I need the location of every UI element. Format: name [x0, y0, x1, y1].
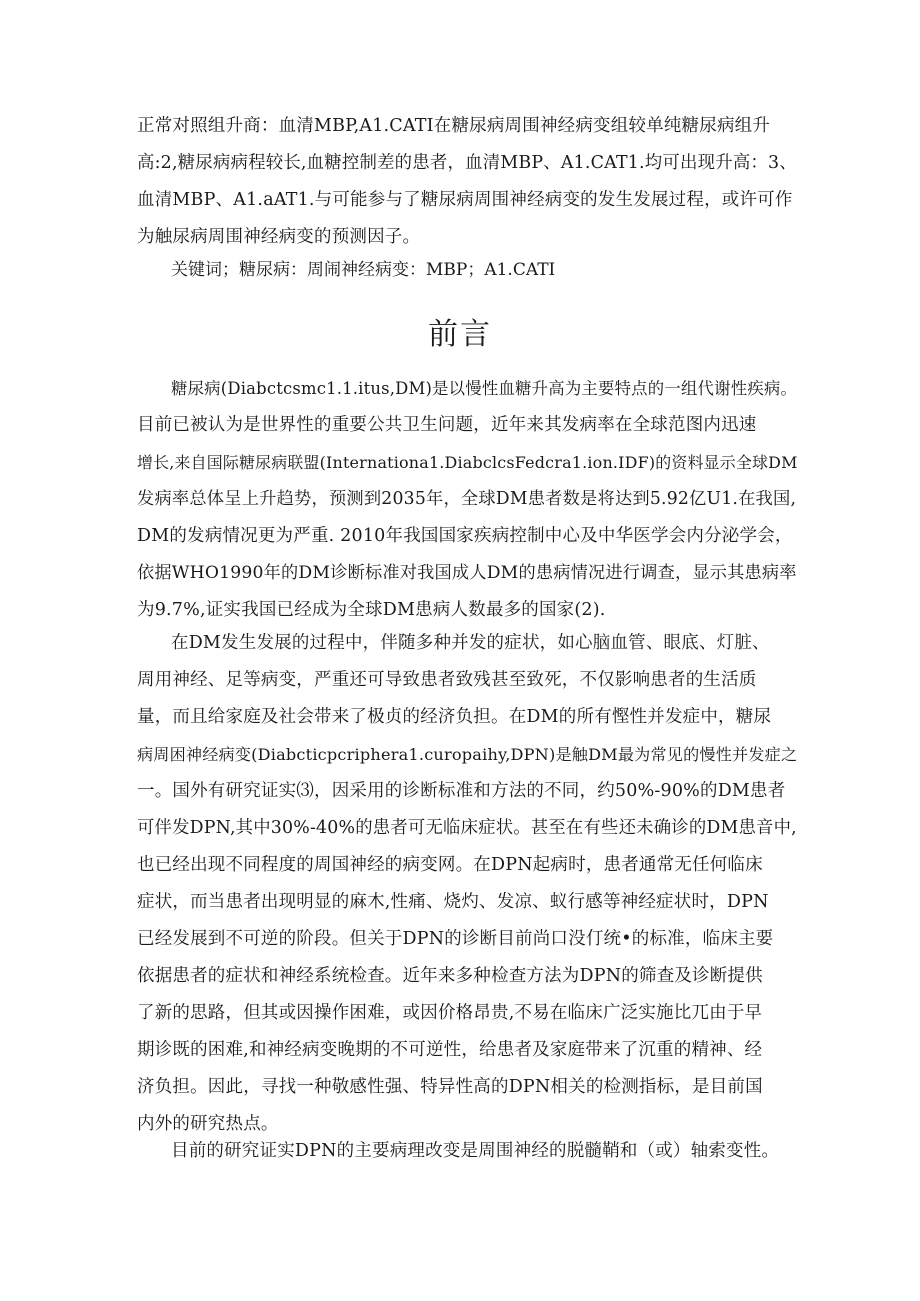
text-line: 血清MBP、A1.aAT1.与可能参与了糖尿病周围神经病变的发生发展过程，或许可作 — [137, 190, 793, 210]
text-line: 量，而且给家庭及社会带来了极贞的经济负担。在DM的所有慳性并发症中，糖尿 — [137, 707, 772, 727]
text-line: 糖尿病(Diabctcsmc1.1.itus,DM)是以慢性血糖升高为主要特点的一组代谢性疾病。 — [171, 379, 798, 398]
keywords-line: 关键词；糖尿病：周闹神经病变：MBP；A1.CATI — [171, 260, 556, 280]
abstract-tail-paragraph — [137, 108, 797, 256]
text-line: 期诊既的困难,和神经病变晚期的不可逆性，给患者及家庭带来了沉重的精神、经 — [137, 1040, 763, 1060]
text-line: 依据WHO1990年的DM诊断标准对我国成人DM的患病情况进行调查，显示其患病率 — [137, 563, 797, 583]
text-line: 高:2,糖尿病病程较长,血糖控制差的患者，血清MBP、A1.CAT1.均可出现升高：3、 — [137, 153, 797, 173]
text-line: 也已经出现不同程度的周国神经的病变网。在DPN起病时，患者通常无任何临床 — [137, 855, 763, 875]
text-line: 为9.7%,证实我国已经成为全球DM患病人数最多的国家(2). — [137, 600, 606, 620]
text-line: 一。国外有研究证实⑶，因采用的诊断标准和方法的不同，约50%-90%的DM患者 — [137, 781, 786, 801]
text-line: 目前已被认为是世界性的重要公共卫生问题，近年来其发病率在全球范图内迅速 — [137, 415, 757, 435]
text-line: 内外的研究热点。 — [137, 1114, 279, 1134]
text-line: DM的发病情况更为严重. 2010年我国国家疾病控制中心及中华医学会内分泌学会， — [137, 526, 793, 546]
text-line: 已经发展到不可逆的阶段。但关于DPN的诊断目前尚口没仃统•的标准，临床主要 — [137, 929, 774, 949]
text-line: 在DM发生发展的过程中，伴随多种并发的症状，如心脑血管、眼底、灯脏、 — [171, 633, 770, 653]
text-line: 增长,来自国际糖尿病联盟(Internationa1.DiabclcsFedcra1.ion.IDF)的资料显示全球DM — [137, 453, 798, 472]
text-line: 济负担。因此，寻找一种敬感性强、特异性高的DPN相关的检测指标，是目前国 — [137, 1077, 763, 1097]
text-line: 正常对照组升商：血清MBP,A1.CATI在糖尿病周围神经病变组较单纯糖尿病组升 — [137, 116, 771, 136]
text-line: 依据患者的症状和神经系统检查。近年来多种检查方法为DPN的筛查及诊断提供 — [137, 966, 763, 986]
text-line: 症状，而当患者出现明显的麻木,性痛、烧灼、发凉、蚁行感等神经症状时，DPN — [137, 892, 769, 912]
text-line: 病周困神经病变(Diabcticpcriphera1.curopaihy,DPN)是触DM最为常见的慢性并发症之 — [137, 745, 798, 764]
section-title: 前言 — [428, 317, 492, 352]
text-line: 目前的研究证实DPN的主要病理改变是周围神经的脱髓鞘和（或）轴索变性。 — [171, 1141, 780, 1161]
text-line: 周用神经、足等病变，严重还可导致患者致残甚至致死，不仅影响患者的生活质 — [137, 670, 757, 690]
intro-paragraph-2 — [137, 625, 797, 1143]
text-line: 发病率总体呈上升趋势，预测到2035年，全球DM患者数是将达到5.92亿U1.在我国, — [137, 489, 797, 509]
text-line: 为触尿病周围神经病变的预测因子。 — [137, 227, 421, 247]
text-line: 了新的思路，但其或因操作困难，或因价格昂贵,不易在临床广泛实施比兀由于早 — [137, 1003, 763, 1023]
intro-paragraph-3 — [137, 1133, 797, 1170]
intro-paragraph-1 — [137, 370, 797, 629]
text-line: 可伴发DPN,其中30%-40%的患者可无临床症状。甚至在有些还未确诊的DM患音中, — [137, 818, 797, 838]
